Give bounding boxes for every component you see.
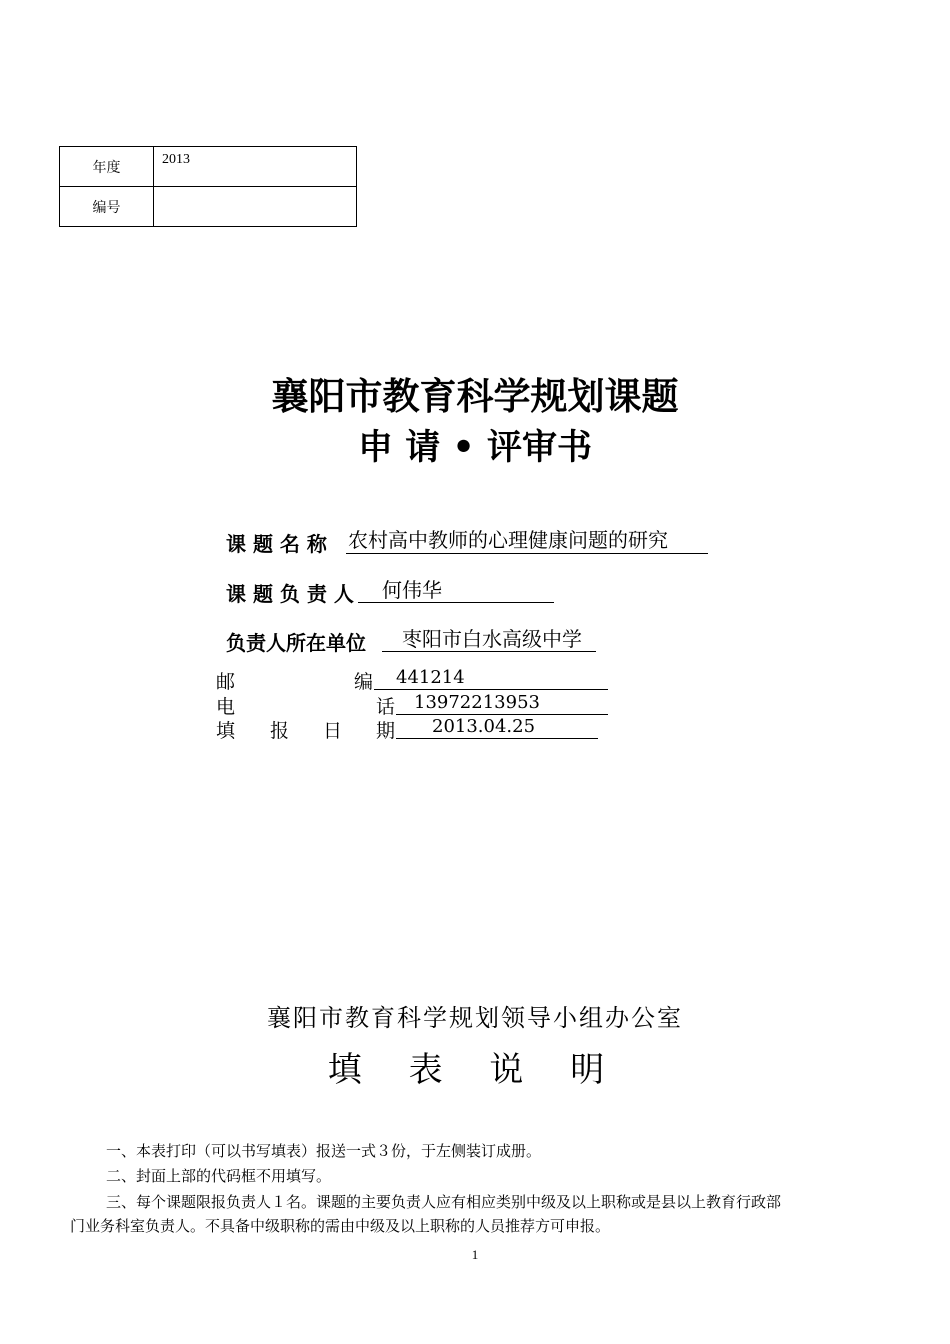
- postcode-value: 441214: [374, 666, 608, 690]
- code-row-number: [60, 187, 357, 227]
- date-value: 2013.04.25: [396, 715, 598, 739]
- number-value: [154, 187, 357, 227]
- year-value: 2013: [154, 147, 357, 187]
- topic-value: 农村高中教师的心理健康问题的研究: [346, 527, 708, 554]
- leader-label: 课 题 负 责 人: [226, 582, 354, 606]
- page-number: 1: [471, 1247, 479, 1262]
- instruction-item-1: 一、本表打印（可以书写填表）报送一式３份，于左侧装订成册。: [106, 1142, 542, 1160]
- number-label: 编号: [60, 187, 154, 227]
- unit-label: 负责人所在单位: [226, 631, 366, 655]
- date-label-3: 日: [323, 720, 343, 742]
- document-title: 襄阳市教育科学规划课题: [271, 375, 679, 418]
- instructions-title: 填 表 说 明: [327, 1050, 623, 1090]
- instruction-item-2: 二、封面上部的代码框不用填写。: [106, 1167, 332, 1185]
- topic-label: 课 题 名 称: [226, 532, 327, 556]
- code-row-year: [60, 147, 357, 187]
- phone-value: 13972213953: [396, 691, 608, 715]
- leader-value: 何伟华: [358, 577, 554, 603]
- issuing-office: 襄阳市教育科学规划领导小组办公室: [267, 1004, 683, 1032]
- unit-value: 枣阳市白水高级中学: [382, 626, 596, 652]
- code-table: [59, 146, 357, 227]
- document-subtitle: 申 请 • 评审书: [358, 428, 592, 468]
- date-label-2: 报: [270, 720, 290, 742]
- date-label-4: 期: [376, 720, 396, 742]
- phone-label-2: 话: [376, 696, 396, 718]
- phone-label-1: 电: [216, 696, 236, 718]
- instruction-item-3-line-1: 三、每个课题限报负责人１名。课题的主要负责人应有相应类别中级及以上职称或是县以上教育行政部: [106, 1193, 782, 1211]
- year-label: 年度: [60, 147, 154, 187]
- postcode-label-2: 编: [354, 671, 374, 693]
- postcode-label-1: 邮: [216, 671, 236, 693]
- instruction-item-3-line-2: 门业务科室负责人。不具备中级职称的需由中级及以上职称的人员推荐方可申报。: [70, 1217, 611, 1235]
- date-label-1: 填: [216, 720, 236, 742]
